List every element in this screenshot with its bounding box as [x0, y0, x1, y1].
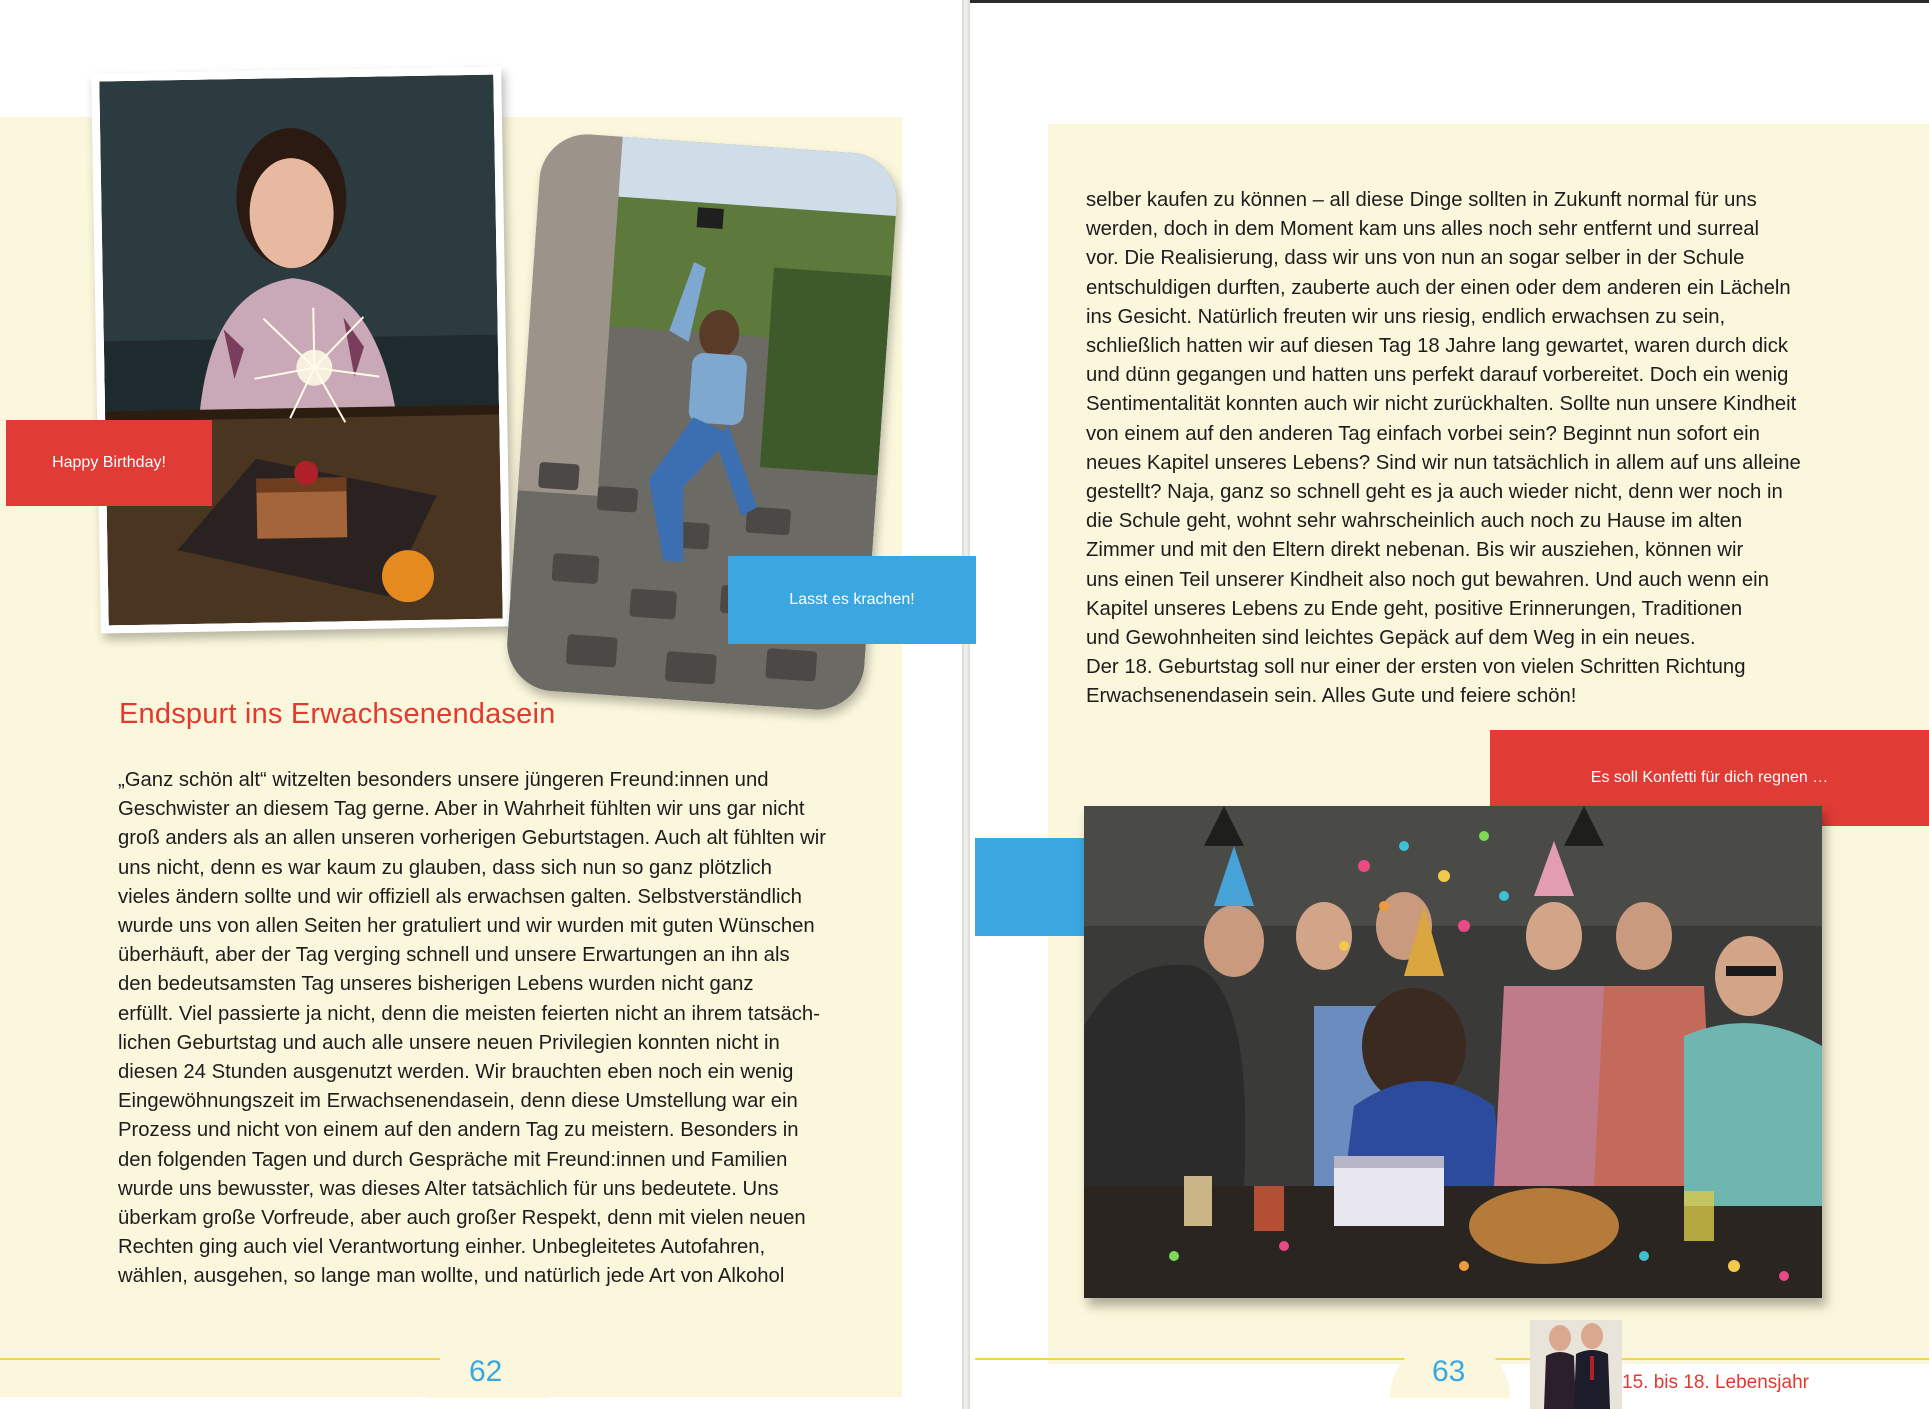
- text-line: Kapitel unseres Lebens zu Ende geht, positive Erinnerungen, Traditionen: [1086, 597, 1743, 620]
- section-heading: Endspurt ins Erwachsenendasein: [119, 698, 556, 730]
- text-line: neues Kapitel unseres Lebens? Sind wir nun tatsächlich in allem auf uns alleine: [1086, 451, 1801, 474]
- text-line: ins Gesicht. Natürlich freuten wir uns riesig, endlich erwachsen zu sein,: [1086, 305, 1726, 328]
- text-line: und Gewohnheiten sind leichtes Gepäck auf dem Weg in ein neues.: [1086, 627, 1696, 650]
- caption-lasst-es-krachen: [728, 556, 976, 644]
- text-line: den folgenden Tagen und durch Gespräche mit Freund:innen und Familien: [118, 1148, 788, 1171]
- birthday-sparkler-photo: [99, 75, 502, 626]
- text-line: den bedeutsamsten Tag unseres bisherigen Lebens wurden nicht ganz: [118, 973, 754, 996]
- text-line: Zimmer und mit den Eltern direkt nebenan. Bis wir ausziehen, können wir: [1086, 539, 1744, 562]
- text-line: erfüllt. Viel passierte ja nicht, denn die meisten feierten nicht an ihrem tatsäch-: [118, 1002, 820, 1025]
- text-line: von einem auf den anderen Tag einfach vorbei sein? Beginnt nun sofort ein: [1086, 422, 1760, 445]
- caption-happy-birthday-text: Happy Birthday!: [52, 454, 166, 471]
- page-number-left: 62: [469, 1355, 503, 1388]
- book-gutter: [962, 0, 970, 1409]
- text-line: überkam große Vorfreude, aber auch großer Respekt, denn mit vielen neuen: [118, 1207, 806, 1230]
- text-line: wurde uns von allen Seiten her gratuliert und wir wurden mit guten Wünschen: [118, 915, 815, 938]
- party-confetti-photo: [1084, 806, 1822, 1298]
- text-line: uns nicht, denn es war kaum zu glauben, dass sich nun so ganz plötzlich: [118, 856, 772, 879]
- text-line: und dünn gegangen und hatten uns perfekt darauf vorbereitet. Doch ein wenig: [1086, 364, 1789, 387]
- text-line: Erwachsenendasein sein. Alles Gute und feiere schön!: [1086, 685, 1577, 708]
- text-line: uns einen Teil unserer Kindheit also noch gut bewahren. Und auch wenn ein: [1086, 568, 1769, 591]
- section-label: 15. bis 18. Lebensjahr: [1622, 1372, 1809, 1393]
- text-line: lichen Geburtstag und auch alle unsere neuen Privilegien konnten nicht in: [118, 1031, 780, 1054]
- text-line: wählen, ausgehen, so lange man wollte, und natürlich jede Art von Alkohol: [118, 1265, 785, 1288]
- text-line: vor. Die Realisierung, dass wir uns von nun an sogar selber in der Schule: [1086, 247, 1745, 270]
- text-line: überhäuft, aber der Tag verging schnell und unsere Erwartungen an ihn als: [118, 944, 790, 967]
- text-line: groß anders als an allen unseren vorherigen Geburtstagen. Auch alt fühlten wir: [118, 827, 827, 850]
- text-line: wurde uns bewusster, was dieses Alter tatsächlich für uns bedeutete. Uns: [118, 1177, 779, 1200]
- text-line: werden, doch in dem Moment kam uns alles noch sehr entfernt und surreal: [1086, 218, 1760, 241]
- text-line: diesen 24 Stunden ausgenutzt werden. Wir brauchten eben noch ein wenig: [118, 1061, 794, 1084]
- text-line: Der 18. Geburtstag soll nur einer der ersten von vielen Schritten Richtung: [1086, 656, 1746, 679]
- text-line: gestellt? Naja, ganz so schnell geht es ja auch wieder nicht, denn wer noch in: [1086, 481, 1783, 504]
- caption-lasst-es-krachen-text: Lasst es krachen!: [789, 591, 915, 608]
- text-line: Rechten ging auch viel Verantwortung einher. Unbegleitetes Autofahren,: [118, 1236, 766, 1259]
- caption-konfetti-text: Es soll Konfetti für dich regnen …: [1590, 769, 1829, 786]
- page-number-right: 63: [1432, 1355, 1466, 1388]
- blue-accent-bar: [975, 838, 1085, 936]
- footer-line-left: [0, 1358, 440, 1360]
- text-line: Prozess und nicht von einem auf den andern Tag zu meistern. Besonders in: [118, 1119, 799, 1142]
- caption-happy-birthday: [6, 420, 212, 506]
- top-edge-line: [970, 0, 1929, 3]
- left-body-text: [118, 766, 878, 1292]
- text-line: vieles ändern sollte und wir offiziell als erwachsen galten. Selbstverständlich: [118, 885, 802, 908]
- right-body-text: [1086, 186, 1866, 712]
- photo-frame-birthday: [91, 66, 511, 633]
- text-line: Eingewöhnungszeit im Erwachsenendasein, denn diese Umstellung war ein: [118, 1090, 798, 1113]
- text-line: „Ganz schön alt“ witzelten besonders unsere jüngeren Freund:innen und: [118, 769, 769, 791]
- text-line: schließlich hatten wir auf diesen Tag 18 Jahre lang gewartet, waren durch dick: [1086, 335, 1788, 358]
- text-line: die Schule geht, wohnt sehr wahrscheinlich auch noch zu Hause im alten: [1086, 510, 1743, 533]
- text-line: Sentimentalität konnten auch wir nicht zurückhalten. Sollte nun unsere Kindheit: [1086, 393, 1797, 416]
- text-line: Geschwister an diesem Tag gerne. Aber in Wahrheit fühlten wir uns gar nicht: [118, 798, 805, 821]
- couple-formal-photo: [1530, 1320, 1622, 1409]
- text-line: entschuldigen durften, zauberte auch der einen oder dem anderen ein Lächeln: [1086, 276, 1791, 299]
- text-line: selber kaufen zu können – all diese Dinge sollten in Zukunft normal für uns: [1086, 189, 1757, 211]
